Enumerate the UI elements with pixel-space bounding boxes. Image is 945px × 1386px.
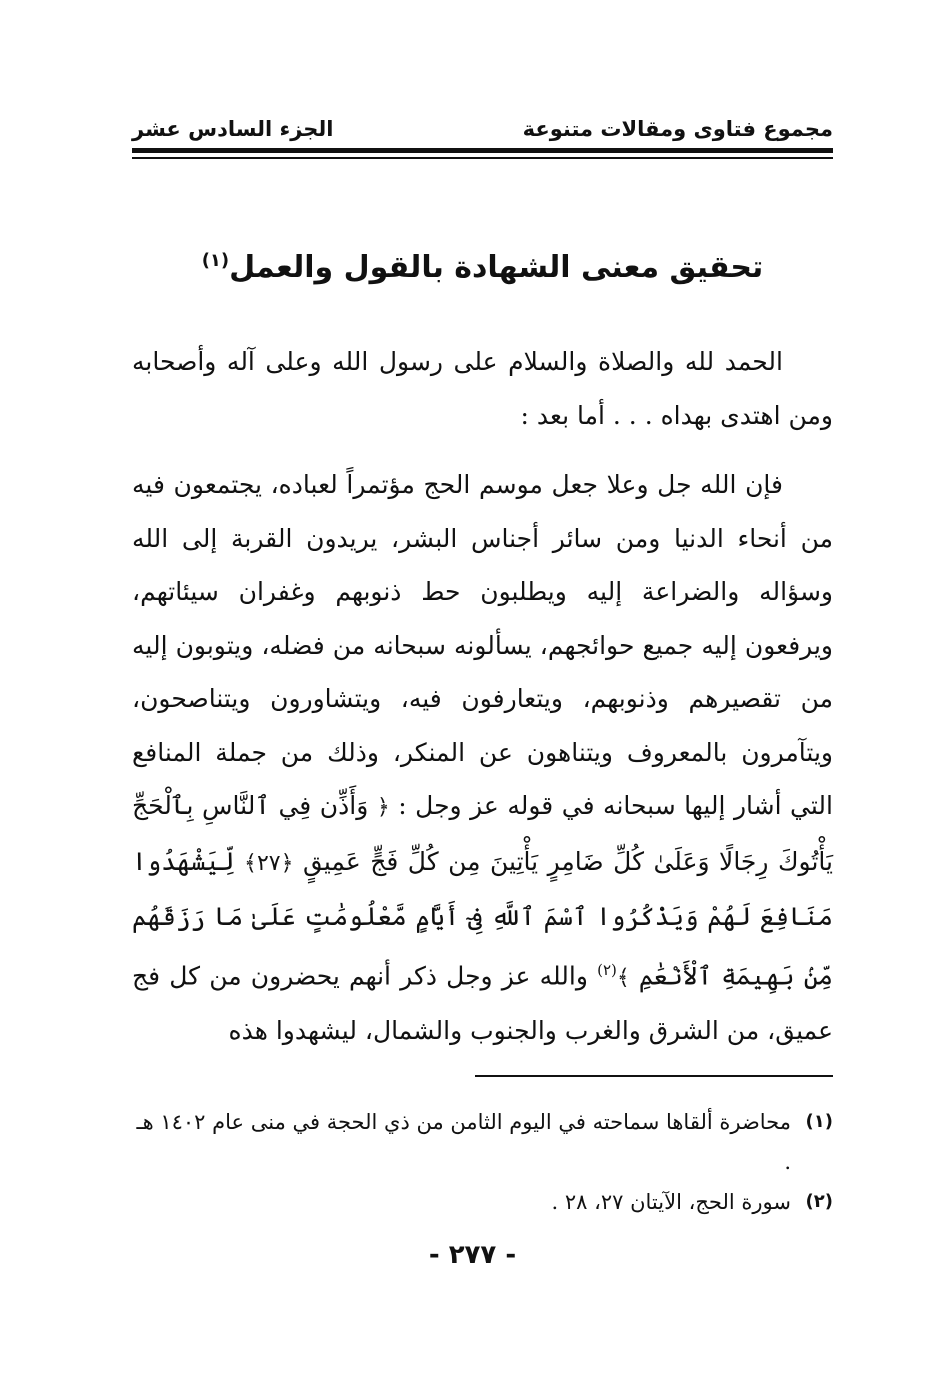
footnote-number: (١) bbox=[805, 1111, 833, 1132]
footnote-2 bbox=[132, 1182, 833, 1222]
header-rule-thick bbox=[132, 148, 833, 153]
footnotes bbox=[132, 1102, 833, 1222]
footnote-rule bbox=[475, 1075, 833, 1077]
page-number: - ٢٧٧ - bbox=[428, 1240, 517, 1270]
footnote-number: (٢) bbox=[805, 1191, 833, 1212]
article-title bbox=[132, 236, 833, 293]
article-title-text: تحقيق معنى الشهادة بالقول والعمل bbox=[229, 250, 764, 285]
footnote-text: محاضرة ألقاها سماحته في اليوم الثامن من ذي الحجة في منى عام ١٤٠٢ هـ . bbox=[136, 1110, 791, 1174]
paragraph-opening: الحمد لله والصلاة والسلام على رسول الله وعلى آله وأصحابه ومن اهتدى بهداه . . . أما بعد : bbox=[132, 347, 833, 430]
book-title: مجموع فتاوى ومقالات متنوعة bbox=[522, 117, 833, 141]
verse-close-bracket: ﴾ bbox=[616, 964, 630, 990]
footnote-1 bbox=[132, 1102, 833, 1182]
verse-footnote-mark: (٢) bbox=[597, 960, 617, 979]
volume-label: الجزء السادس عشر bbox=[132, 117, 334, 141]
running-header bbox=[132, 112, 833, 146]
article-body bbox=[132, 335, 833, 1058]
paragraph-main bbox=[132, 458, 833, 1058]
paragraph-main-intro: فإن الله جل وعلا جعل موسم الحج مؤتمراً لعباده، يجتمعون فيه من أنحاء الدنيا ومن سائر أجناس البشر، يريدون القربة إلى الله وسؤاله والضراعة إليه ويطلبون حط ذنوبهم وغفران سيئاتهم، ويرفعون إليه جميع حوائجهم، يسألونه سبحانه من فضله، ويتوبون إليه من تقصيرهم وذنوبهم، ويتعارفون فيه، ويتشاورون ويتناصحون، ويتآمرون بالمعروف ويتناهون عن المنكر، وذلك من جملة المنافع التي أشار إليها سبحانه في قوله عز وجل : bbox=[132, 470, 833, 820]
title-footnote-mark: (١) bbox=[201, 250, 230, 271]
verse-open-bracket: ﴿ bbox=[376, 795, 390, 820]
verse-number-marker: ﴿٢٧﴾ bbox=[244, 850, 294, 876]
quran-verse-part1: وَأَذِّن فِي ٱلنَّاسِ بِٱلْحَجِّ يَأْتُوكَ رِجَالًا وَعَلَىٰ كُلِّ ضَامِرٍ يَأْتِينَ مِن كُلِّ فَجٍّ عَمِيقٍ bbox=[132, 791, 834, 876]
footnote-text: سورة الحج، الآيتان ٢٧، ٢٨ . bbox=[551, 1190, 791, 1214]
paragraph-main-end: والله عز وجل ذكر أنهم يحضرون من كل فج عميق، من الشرق والغرب والجنوب والشمال، ليشهدوا هذه bbox=[132, 960, 833, 1046]
quran-verse-part2: لِّيَشْهَدُوا مَنَافِعَ لَهُمْ وَيَذْكُرُوا ٱسْمَ ٱللَّهِ فِىٓ أَيَّامٍ مَّعْلُومَٰتٍ عَلَىٰ مَا رَزَقَهُم مِّنۢ بَهِيمَةِ ٱلْأَنْعَٰمِ bbox=[132, 846, 833, 990]
header-rule-thin bbox=[132, 157, 833, 159]
